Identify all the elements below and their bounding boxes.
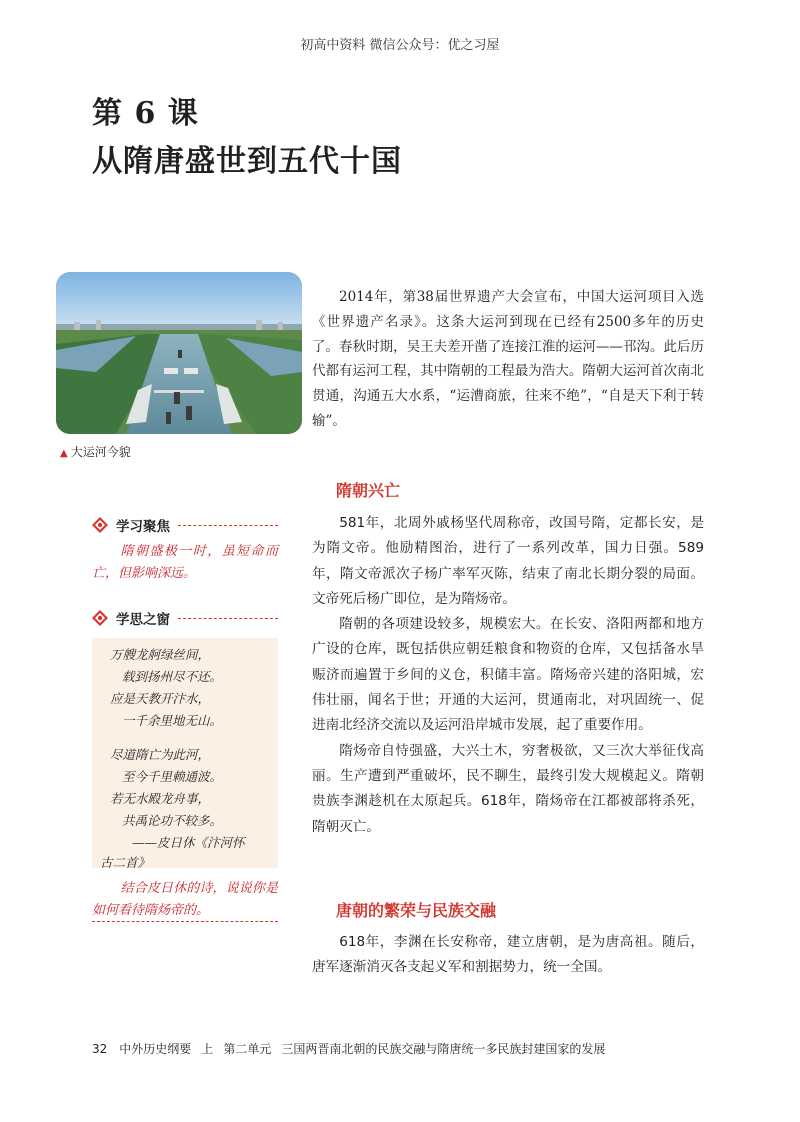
lesson-number: 第 6 课 [92, 96, 199, 131]
diamond-flower-icon [92, 517, 108, 533]
intro-text: 2014年，第38届世界遗产大会宣布，中国大运河项目入选《世界遗产名录》。这条大运河到现在已经有2500多年的历史了。春秋时期，吴王夫差开凿了连接江淮的运河——邗沟。此后历代都有运河工程，其中隋朝的工程最为浩大。隋朝大运河首次南北贯通，沟通五大水系，“运漕商旅，往来不绝”，“自是天下利于转输”。 [312, 289, 704, 429]
page-number: 32 [92, 1042, 108, 1056]
photo-caption [60, 443, 131, 460]
poem-line: 万艘龙舸绿丝间， [110, 647, 211, 662]
question-text: 结合皮日休的诗，说说你是如何看待隋炀帝的。 [92, 881, 278, 918]
diamond-flower-icon [92, 610, 108, 626]
body-paragraph: 581年，北周外戚杨坚代周称帝，改国号隋，定都长安，是为隋文帝。他励精图治，进行了一系列改革，国力日强。589年，隋文帝派次子杨广率军灭陈，结束了南北长期分裂的局面。文帝死后杨广即位，是为隋炀帝。 [312, 515, 704, 607]
poem-box [92, 638, 278, 868]
body-paragraph: 隋炀帝自恃强盛，大兴土木，穷奢极欲，又三次大举征伐高丽。生产遭到严重破坏，民不聊生，最终引发大规模起义。隋朝贵族李渊趁机在太原起兵。618年，隋炀帝在江都被部将杀死，隋朝灭亡。 [312, 742, 704, 835]
learning-focus-label: 学习聚焦 [116, 519, 170, 535]
poem-line: 若无水殿龙舟事， [110, 791, 211, 806]
thinking-window-header [92, 609, 278, 627]
dashed-divider [92, 921, 278, 922]
photo-caption-text: 大运河今貌 [70, 445, 131, 459]
book-volume: 上 [201, 1042, 214, 1056]
thinking-question [92, 878, 278, 922]
poem-line: 至今千里赖通波。 [122, 769, 223, 784]
learning-focus-header [92, 516, 278, 534]
body-paragraph: 隋朝的各项建设较多，规模宏大。在长安、洛阳两都和地方广设的仓库，既包括供应朝廷粮食和物资的仓库，又包括备水旱赈济而遍置于乡间的义仓，积储丰富。隋炀帝兴建的洛阳城，宏伟壮丽，闻名于世；开通的大运河，贯通南北，对巩固统一、促进南北经济交流以及运河沿岸城市发展，起了重要作用。 [312, 616, 704, 734]
book-title: 中外历史纲要 [119, 1042, 192, 1056]
poem-line: 一千余里地无山。 [122, 713, 223, 728]
dashed-divider [178, 618, 278, 619]
section-heading-tang: 唐朝的繁荣与民族交融 [336, 901, 497, 920]
intro-paragraph [312, 285, 704, 434]
section-body-tang [312, 930, 704, 981]
poem-source: 古二首》 [100, 855, 151, 870]
lesson-title: 从隋唐盛世到五代十国 [92, 144, 402, 179]
body-paragraph: 618年，李渊在长安称帝，建立唐朝，是为唐高祖。随后，唐军逐渐消灭各支起义军和割据势力，统一全国。 [312, 934, 704, 976]
header-watermark: 初高中资料 微信公众号：优之习屋 [300, 38, 500, 53]
poem-line: 应是天教开汴水， [110, 691, 211, 706]
section-body-sui [312, 511, 704, 840]
learning-focus-text [92, 541, 278, 585]
unit-number: 第二单元 [223, 1042, 272, 1056]
thinking-window-label: 学思之窗 [116, 612, 170, 628]
dashed-divider [178, 525, 278, 526]
poem-line: 共禹论功不较多。 [122, 813, 223, 828]
caption-triangle-icon: ▲ [60, 448, 68, 459]
section-heading-sui: 隋朝兴亡 [336, 481, 401, 500]
unit-title: 三国两晋南北朝的民族交融与隋唐统一多民族封建国家的发展 [281, 1042, 606, 1056]
page-footer [92, 1040, 605, 1057]
grand-canal-photo [56, 272, 302, 434]
focus-text: 隋朝盛极一时，虽短命而亡，但影响深远。 [92, 544, 278, 581]
poem-line: 载到扬州尽不还。 [122, 669, 223, 684]
poem-line: 尽道隋亡为此河， [110, 747, 211, 762]
poem-source: ——皮日休《汴河怀 [132, 835, 245, 850]
